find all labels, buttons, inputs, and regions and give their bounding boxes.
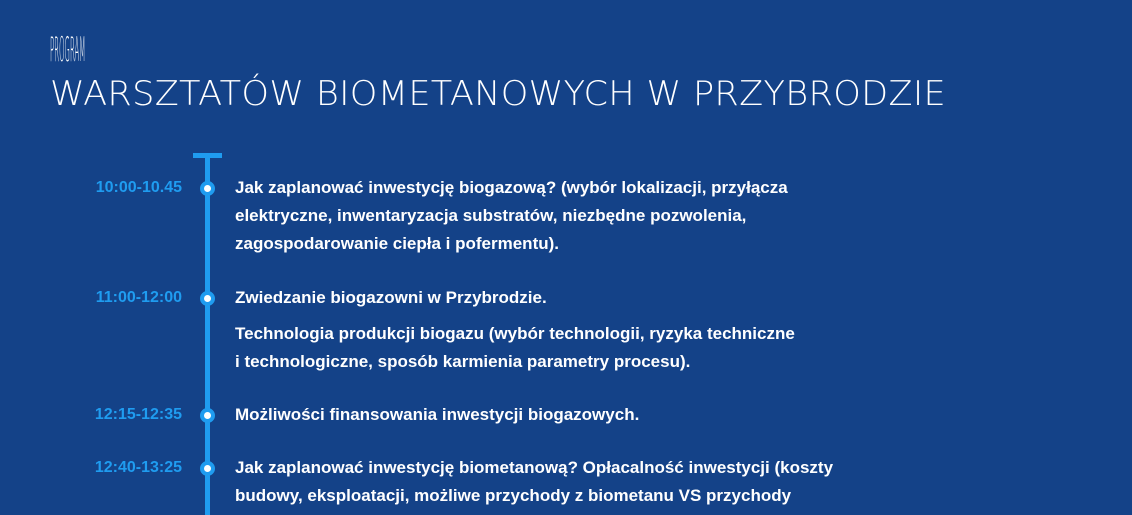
title-line-1: PROGRAM: [50, 30, 86, 70]
timeline-dot-icon: [200, 461, 215, 476]
program-description: [235, 284, 975, 376]
page-title: [50, 28, 947, 116]
text-line: Jak zaplanować inwestycję biometanową? Opłacalność inwestycji (koszty: [235, 458, 834, 477]
description-paragraph: [235, 320, 975, 376]
text-line: Zwiedzanie biogazowni w Przybrodzie.: [235, 288, 547, 307]
description-paragraph: [235, 401, 975, 429]
text-line: i technologiczne, sposób karmienia parametry procesu).: [235, 352, 691, 371]
timeline-dot-icon: [200, 291, 215, 306]
program-time: 12:15-12:35: [94, 406, 182, 423]
title-line-2: WARSZTATÓW BIOMETANOWYCH W PRZYBRODZIE: [50, 74, 947, 114]
text-line: elektryczne, inwentaryzacja substratów, niezbędne pozwolenia,: [235, 206, 747, 225]
timeline-dot-icon: [200, 408, 215, 423]
description-paragraph: [235, 284, 975, 312]
program-time: 12:40-13:25: [94, 459, 182, 476]
text-line: Możliwości finansowania inwestycji biogazowych.: [235, 405, 640, 424]
program-description: [235, 454, 975, 510]
program-time: 11:00-12:00: [95, 289, 182, 306]
description-paragraph: [235, 454, 975, 510]
text-line: Technologia produkcji biogazu (wybór technologii, ryzyka techniczne: [235, 324, 795, 343]
description-paragraph: [235, 174, 975, 258]
timeline-dot-icon: [200, 181, 215, 196]
text-line: Jak zaplanować inwestycję biogazową? (wybór lokalizacji, przyłącza: [235, 178, 788, 197]
text-line: budowy, eksploatacji, możliwe przychody z biometanu VS przychody: [235, 486, 792, 505]
program-description: [235, 401, 975, 429]
text-line: zagospodarowanie ciepła i pofermentu).: [235, 234, 559, 253]
program-time: 10:00-10.45: [95, 179, 182, 196]
program-description: [235, 174, 975, 258]
